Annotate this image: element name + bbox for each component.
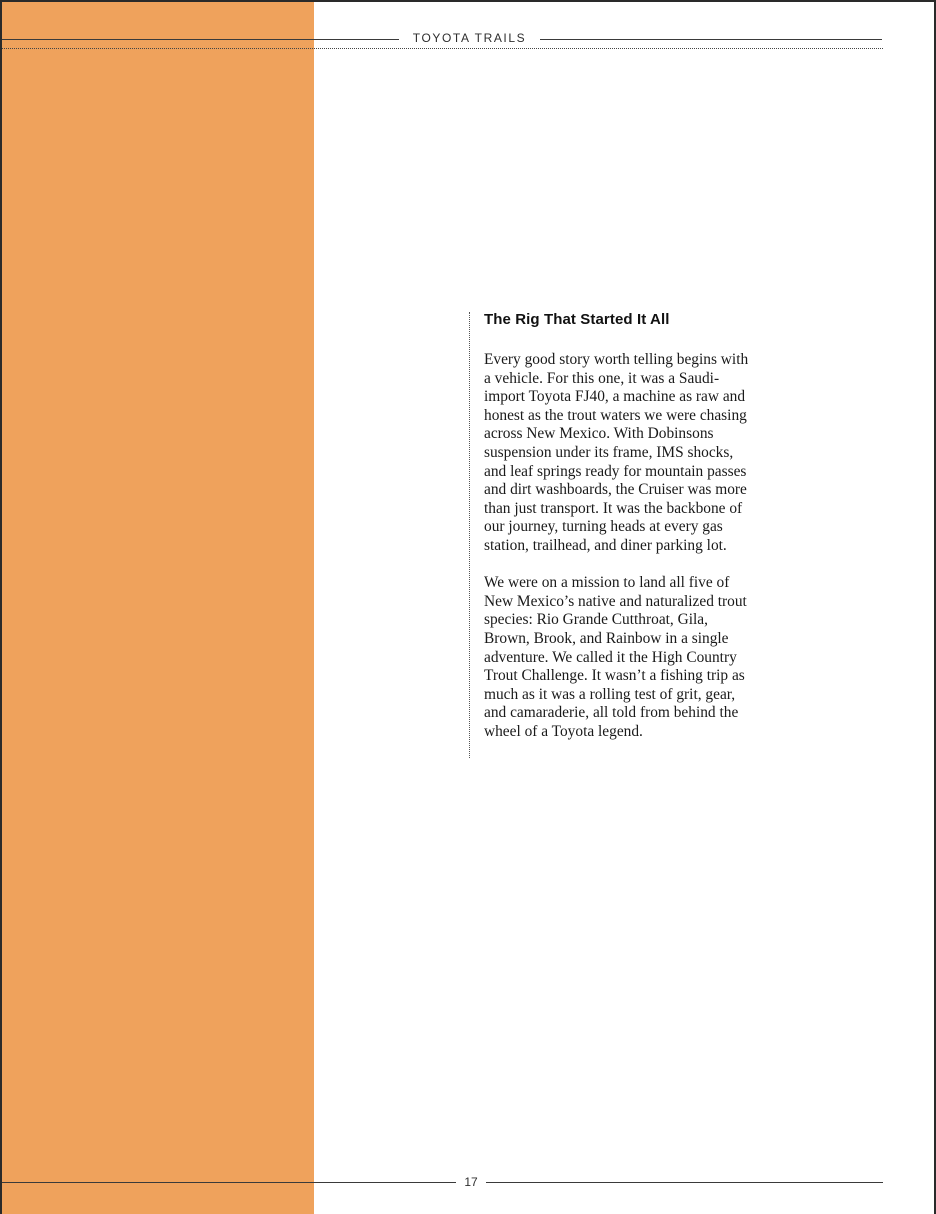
orange-color-panel xyxy=(2,2,314,1214)
article-block xyxy=(484,310,749,760)
running-header-title: TOYOTA TRAILS xyxy=(412,31,527,45)
article-paragraph-1: Every good story worth telling begins with a vehicle. For this one, it was a Saudi-import Toyota FJ40, a machine as raw and honest as the trout waters we were chasing across New Mexico. With Dobinsons suspension under its frame, IMS shocks, and leaf springs ready for mountain passes and dirt washboards, the Cruiser was more than just transport. It was the backbone of our journey, turning heads at every gas station, trailhead, and diner parking lot. xyxy=(484,351,749,554)
header-dotted-rule xyxy=(2,48,883,49)
header-rule-left xyxy=(2,39,399,40)
header-rule-right xyxy=(540,39,882,40)
article-dotted-sidebar-rule xyxy=(469,312,470,758)
footer-rule-right xyxy=(486,1182,883,1183)
article-paragraph-2: We were on a mission to land all five of New Mexico’s native and naturalized trout species: Rio Grande Cutthroat, Gila, Brown, Brook, and Rainbow in a single adventure. We called it the High Country Trout Challenge. It wasn’t a fishing trip as much as it was a rolling test of grit, gear, and camaraderie, all told from behind the wheel of a Toyota legend. xyxy=(484,574,747,740)
article-title: The Rig That Started It All xyxy=(484,311,670,328)
footer-rule-left xyxy=(2,1182,456,1183)
page-number: 17 xyxy=(464,1175,478,1189)
